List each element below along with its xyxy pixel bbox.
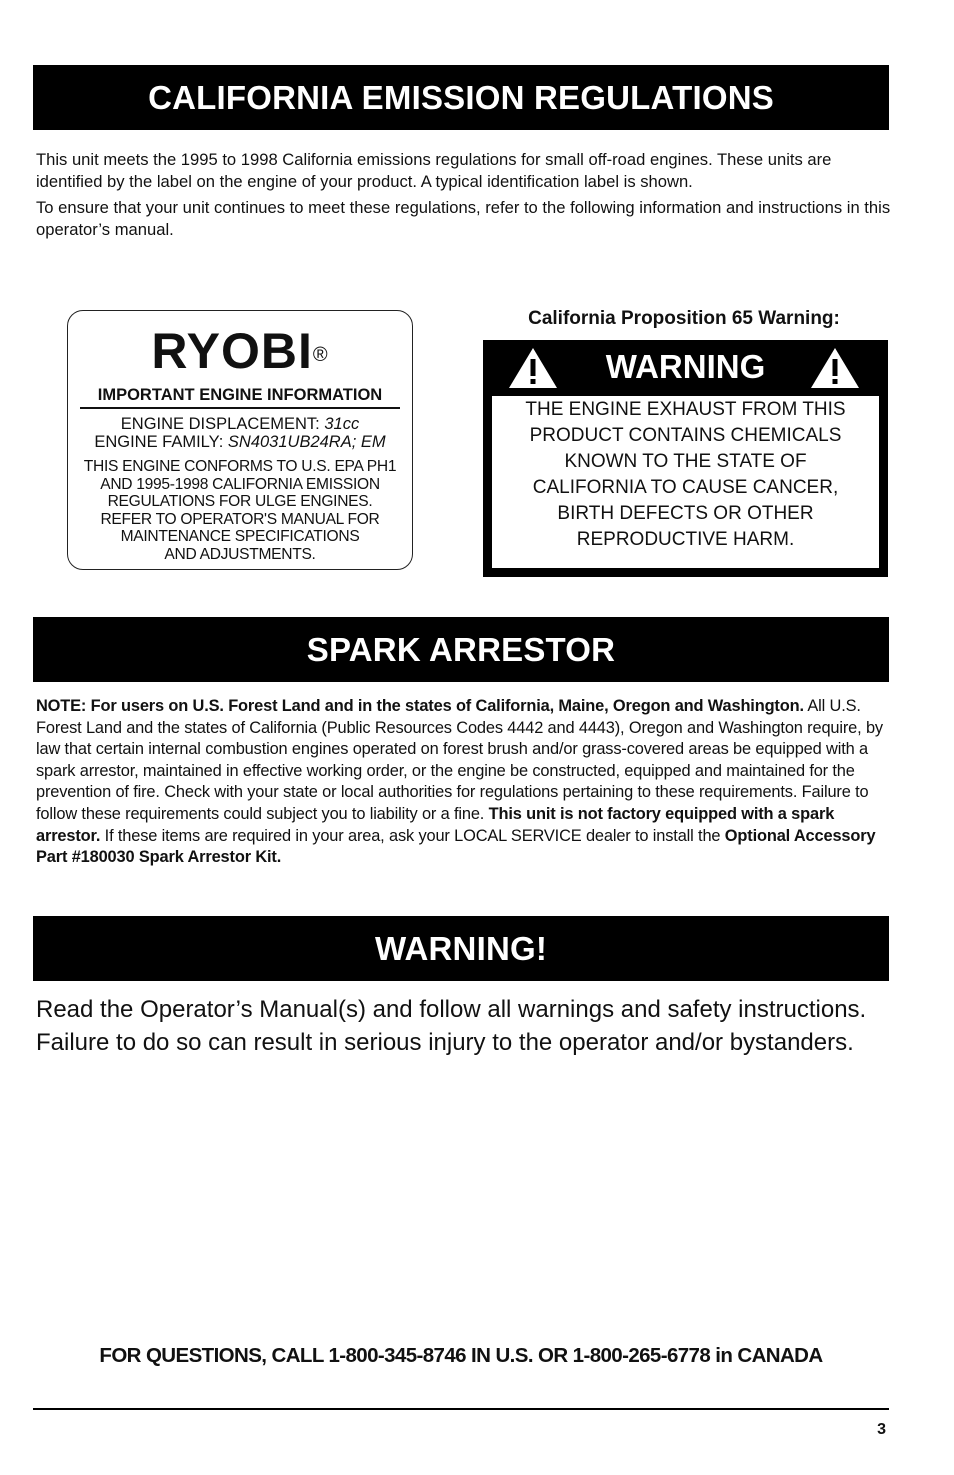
spark-arrestor-paragraph — [36, 696, 896, 869]
prop65-line: THE ENGINE EXHAUST FROM THIS — [525, 399, 846, 420]
spark-text-1: All U.S. Forest Land and the states of California (Public Resources Codes 4442 and 4443), Oregon and Washington require, by law that certain internal combustion engines operated on forest brush and/or grass-covered areas be equipped with a spark arrestor, maintained in effective working order, or the engine be constructed, equipped and maintained for the prevention of fire. Check with your state or local authorities for regulations pertaining to these requirements. Failure to follow these requirements could subject you to liability or a fine. — [36, 697, 883, 823]
footer-rule — [33, 1408, 889, 1410]
registered-mark: ® — [312, 343, 329, 366]
warning-title: WARNING! — [374, 929, 548, 967]
prop65-line: REPRODUCTIVE HARM. — [576, 529, 795, 550]
displacement-value: 31cc — [324, 415, 360, 433]
spark-text-2: If these items are required in your area, ask your LOCAL SERVICE dealer to install the — [100, 826, 725, 845]
conformity-statement — [76, 458, 404, 563]
warning-triangle-icon — [809, 346, 861, 390]
conform-line: AND 1995-1998 CALIFORNIA EMISSION — [100, 475, 380, 493]
prop65-line: KNOWN TO THE STATE OF — [564, 451, 807, 472]
prop65-warning-box — [483, 340, 888, 577]
conform-line: REFER TO OPERATOR'S MANUAL FOR — [100, 510, 380, 528]
spark-arrestor-banner — [33, 617, 889, 682]
emission-banner — [33, 65, 889, 130]
prop65-warning-text — [492, 396, 879, 568]
ryobi-logo — [68, 325, 412, 381]
warning-banner — [33, 916, 889, 981]
engine-identification-label — [67, 310, 413, 570]
spark-note: NOTE: For users on U.S. Forest Land and in the states of California, Maine, Oregon and Washington. — [36, 697, 804, 715]
prop65-line: CALIFORNIA TO CAUSE CANCER, — [532, 477, 839, 498]
emission-title: CALIFORNIA EMISSION REGULATIONS — [148, 78, 774, 116]
engine-displacement — [68, 415, 412, 434]
engine-info-heading: IMPORTANT ENGINE INFORMATION — [80, 385, 400, 409]
conform-line: REGULATIONS FOR ULGE ENGINES. — [107, 493, 373, 510]
questions-phone-line: FOR QUESTIONS, CALL 1-800-345-8746 IN U.S. OR 1-800-265-6778 in CANADA — [99, 1344, 823, 1367]
spark-bold-2: This unit is not factory equipped with a spark arrestor. — [36, 804, 835, 845]
prop65-heading-text: WARNING — [605, 348, 766, 385]
conform-line: THIS ENGINE CONFORMS TO U.S. EPA PH1 — [83, 458, 397, 475]
conform-line: MAINTENANCE SPECIFICATIONS — [120, 528, 360, 545]
spark-accessory-part: Optional Accessory Part #180030 Spark Arrestor Kit. — [36, 826, 876, 867]
family-value: SN4031UB24RA; EM — [227, 433, 386, 451]
emission-paragraph-2: To ensure that your unit continues to meet these regulations, refer to the following information and instructions in this operator’s manual. — [36, 198, 891, 239]
displacement-label: ENGINE DISPLACEMENT: — [120, 415, 320, 433]
emission-paragraph-1: This unit meets the 1995 to 1998 California emissions regulations for small off-road engines. These units are identified by the label on the engine of your product. A typical identification label is shown. — [36, 150, 832, 191]
page-number: 3 — [877, 1421, 886, 1438]
prop65-line: BIRTH DEFECTS OR OTHER — [557, 503, 814, 524]
engine-family — [68, 433, 412, 452]
spark-arrestor-title: SPARK ARRESTOR — [306, 630, 616, 668]
conform-line: AND ADJUSTMENTS. — [164, 545, 316, 563]
brand-name: RYOBI — [151, 323, 313, 379]
prop65-title: California Proposition 65 Warning: — [528, 308, 840, 329]
warning-paragraph: Read the Operator’s Manual(s) and follow all warnings and safety instructions. Failure to do so can result in serious injury to the operator and/or bystanders. — [36, 996, 867, 1056]
family-label: ENGINE FAMILY: — [94, 433, 224, 451]
prop65-line: PRODUCT CONTAINS CHEMICALS — [529, 425, 842, 446]
